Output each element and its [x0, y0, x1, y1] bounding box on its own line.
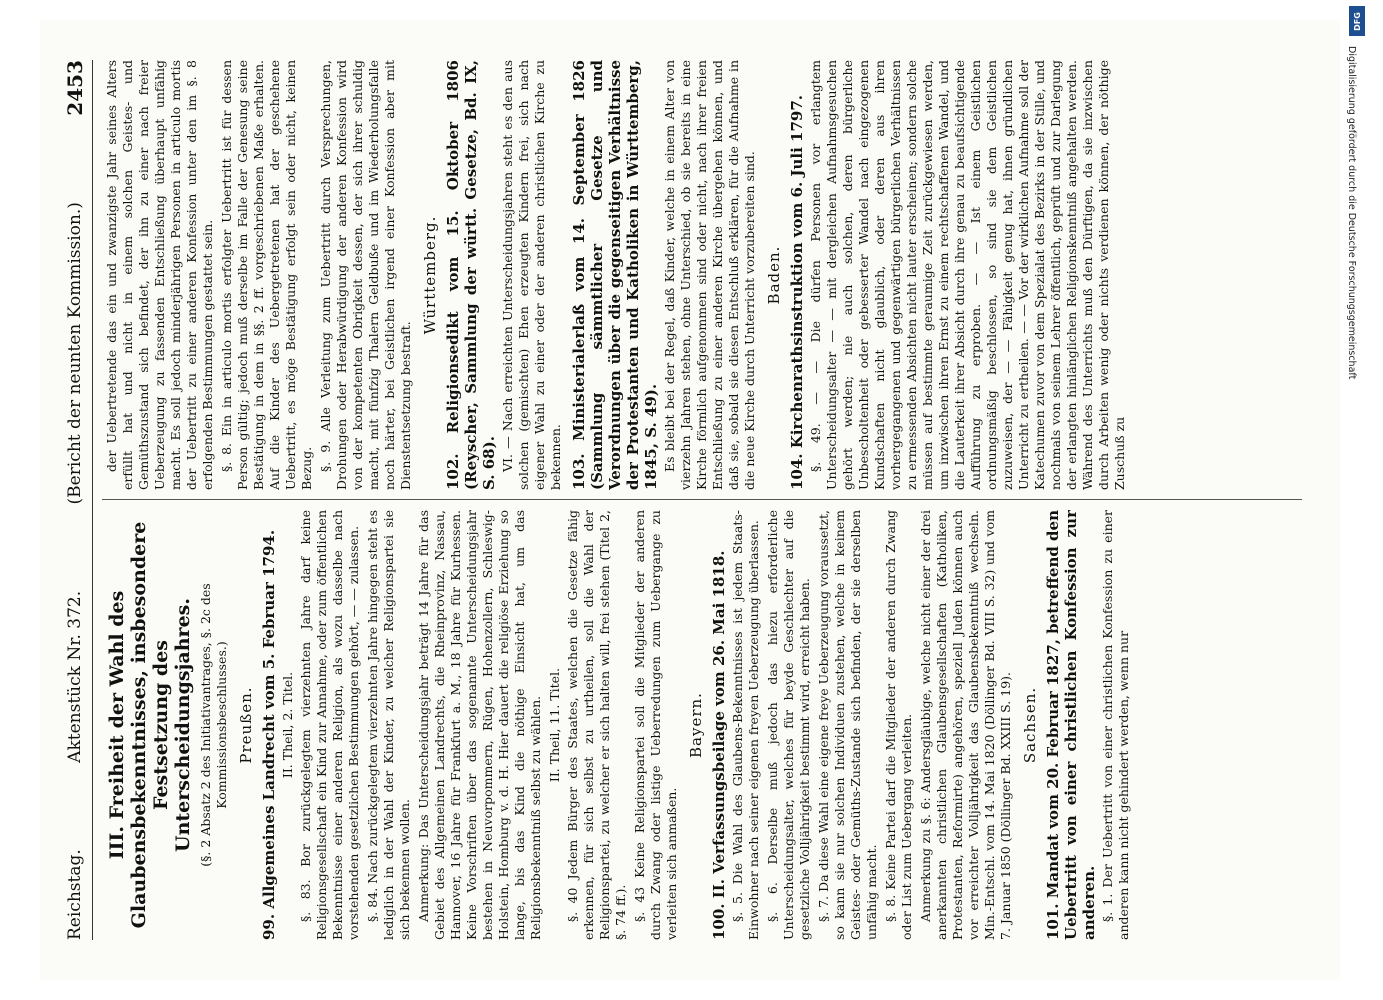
- item-100-heading: 100. II. Verfassungsbeilage vom 26. Mai 1818.: [710, 550, 728, 940]
- header-left: Reichstag.: [65, 849, 85, 940]
- state-heading-wuerttemberg: Württemberg.: [421, 215, 439, 335]
- paragraph-8: §. 8. Keine Partei darf die Mitglieder der anderen durch Zwang oder List zum Uebergang verleiten.: [883, 510, 914, 940]
- paragraph-r6: VI. — Nach erreichten Unterscheidungsjahren steht es den aus solchen (gemischten) Ehen erzeugten Kindern frei, sich nach eigener Wahl zu einer oder der anderen christlichen Kirche zu bekennen.: [500, 60, 563, 490]
- paragraph-1: §. 1. Der Uebertritt von einer christlichen Konfession zu einer anderen kann nicht gehindert werden, wenn nur: [1100, 510, 1131, 940]
- paragraph-r9: §. 9. Alle Verleitung zum Uebertritt durch Versprechungen, Drohungen oder Herabwürdigung der anderen Konfession wird von der kompetenten Obrigkeit dessen, der sich ihrer schuldig macht, mit fünfzig Thalern Geldbuße und im Wiederholungsfalle noch härter, bei Geistlichen irgend einer Konfession aber mit Dienstentsetzung bestraft.: [318, 60, 413, 490]
- dfg-logo: DFG: [1349, 6, 1365, 36]
- page-number: 2453: [63, 60, 87, 116]
- paragraph-6: §. 6. Derselbe muß jedoch das hiezu erforderliche Unterscheidungsalter, welches für beyde Geschlechter auf die gesetzliche Volljährigkeit bestimmt wird, erreicht haben.: [765, 510, 812, 940]
- paragraph-r49: §. 49. — — Die dürfen Personen vor erlangtem Unterscheidungsalter — — mit dergleichen Aufnahmsgesuchen gehört werden; nie auch solchen, deren bürgerliche Unbescholtenheit oder gebesserter Wandel nach eingezogenen Kundschaften nicht glaublich, oder deren aus ihren vorhergegangenen und gegenwärtigen bürgerlichen Verhältnissen zu ermessenden Absichten nicht lauter erscheinen; sondern solche müssen auf bestimmte geraumige Zeit zurückgewiesen werden, um inzwischen ihren Ernst zu einem rechtschaffenen Wandel, und die Lauterkeit ihrer Absicht durch ihre genau zu beaufsichtigende Aufführung zu erproben. — — Ist einem Geistlichen ordnungsmäßig beschlossen, so sind sie dem Geistlichen zuzuweisen, der — — Fähigkeit genug hat, ihnen gründlichen Unterricht zu ertheilen. — — Vor der wirklichen Aufnahme soll der Katechumen zuvor von dem Spezialat des Bezirks in der Stille, und nochmals von seinem Lehrer öffentlich, geprüft und zur Darlegung der erlangten hinlänglichen Religionskenntniß angehalten werden. Während des Unterrichts muß den Dürftigen, da sie inzwischen durch Arbeiten wenig oder nichts verdienen können, der nöthige Zuschuß zu: [808, 60, 1127, 490]
- item-101-heading: 101. Mandat vom 20. Februar 1827, betreffend den Uebertritt von einer christlichen Konfession zur anderen.: [1044, 510, 1098, 940]
- paragraph-r8: §. 8. Ein in articulo mortis erfolgter Uebertritt ist für dessen Person gültig; jedoch muß derselbe im Falle der Genesung seine Bestätigung in dem in §§. 2 ff. vorgeschriebenen Maße erhalten. Auf die Kinder des Uebergetretenen hat der geschehene Uebertritt, es möge Bestätigung erfolgt sein oder nicht, keinen Bezug.: [219, 60, 314, 490]
- digitization-sidebar: [1347, 0, 1377, 960]
- rotated-page-content: [40, 20, 1330, 980]
- header-rule: [92, 60, 93, 940]
- continuation-paragraph: der Uebertretende das ein und zwanzigste Jahr seines Alters erfüllt hat und nicht in einem solchen Geistes- und Gemüthszustand sich befindet, der ihn zu einer nach freier Ueberzeugung zu fassenden Entschließung überhaupt unfähig macht. Es soll jedoch minderjährigen Personen in articulo mortis der Uebertritt zu einer anderen Konfession unter den im §. 8 erfolgenden Bestimmungen gestattet sein.: [104, 60, 215, 490]
- right-column: [104, 60, 1304, 490]
- state-heading-preussen: Preußen.: [237, 686, 255, 764]
- section-subtitle: (§. 2 Absatz 2 des Initiativantrages, §. 2c des Kommissionsbeschlusses.): [198, 583, 229, 867]
- paragraph-r103: Es bleibt bei der Regel, daß Kinder, welche in einem Alter von vierzehn Jahren stehen, ohne Unterschied, ob sie bereits in eine Kirche förmlich aufgenommen sind oder nicht, nach ihrer freien Entschließung zu einer anderen Kirche übergehen können, und daß sie, sobald sie diesen Entschluß erklären, für die Aufnahme in die neue Kirche durch Unterricht vorzubereiten sind.: [662, 60, 757, 490]
- item-102-heading: 102. Religionsedikt vom 15. Oktober 1806 (Reyscher, Sammlung der württ. Gesetze, Bd. IX, S. 68).: [444, 60, 498, 490]
- left-column: [104, 510, 1304, 940]
- item-99-subheading-2: II. Theil, 11. Titel.: [547, 667, 562, 783]
- header-commission: (Bericht der neunten Kommission.): [65, 202, 85, 505]
- paragraph-40: §. 40 Jedem Bürger des Staates, welchen die Gesetze fähig erkennen, für sich selbst zu urtheilen, soll die Wahl der Religionspartei, zu welcher er sich halten will, frei stehen (Titel 2, §. 74 ff.).: [565, 510, 628, 940]
- paragraph-7: §. 7. Da diese Wahl eine eigene freye Ueberzeugung voraussetzt, so kann sie nur solchen Individuen zustehen, welche in keinem Geistes- oder Gemüths-Zustande sich befinden, der sie derselben unfähig macht.: [816, 510, 879, 940]
- section-title: III. Freiheit der Wahl des Glaubensbekenntnisses, insbesondere Festsetzung des Unterscheidungsjahres.: [106, 521, 194, 929]
- paragraph-84: §. 84. Nach zurückgelegtem vierzehnten Jahre hingegen steht es lediglich in der Wahl der Kinder, zu welcher Religionspartei sie sich bekennen wollen.: [365, 510, 412, 940]
- item-99-subheading: II. Theil, 2. Titel.: [280, 671, 295, 779]
- state-heading-bayern: Bayern.: [687, 692, 705, 758]
- page-header: [62, 60, 88, 940]
- digitization-note: Digitalisierung gefördert durch die Deutsche Forschungsgemeinschaft: [1346, 46, 1357, 380]
- paragraph-43: §. 43 Keine Religionspartei soll die Mitglieder der anderen durch Zwang oder listige Ueberredungen zum Uebergange zu verleiten sich anmaßen.: [632, 510, 679, 940]
- paragraph-5: §. 5. Die Wahl des Glaubens-Bekenntnisses ist jedem Staats-Einwohner nach seiner eigenen freyen Ueberzeugung überlassen.: [730, 510, 761, 940]
- item-103-heading: 103. Ministerialerlaß vom 14. September 1826 (Sammlung sämmtlicher Gesetze und Verordnungen über die gegenseitigen Verhältnisse der Protestanten und Katholiken in Württemberg, 1845, S. 49).: [570, 60, 660, 490]
- state-heading-sachsen: Sachsen.: [1021, 686, 1039, 764]
- header-center: Aktenstück Nr. 372.: [65, 590, 85, 763]
- state-heading-baden: Baden.: [765, 245, 783, 305]
- item-104-heading: 104. Kirchenrathsinstruktion vom 6. Juli 1797.: [788, 94, 806, 490]
- paragraph-83: §. 83. Bor zurückgelegtem vierzehnten Jahre darf keine Religionsgesellschaft ein Kind zur Annahme, oder zum öffentlichen Bekenntnisse einer anderen Religion, als wozu dasselbe nach vorstehenden gesetzlichen Bestimmungen gehört, — — zulassen.: [298, 510, 361, 940]
- note-1: Anmerkung: Das Unterscheidungsjahr beträgt 14 Jahre für das Gebiet des Allgemeinen Landrechts, die Rheinprovinz, Nassau, Hannover, 16 Jahre für Frankfurt a. M., 18 Jahre für Kurhessen. Keine Vorschriften über das sogenannte Unterscheidungsjahr bestehen in Neuvorpommern, Rügen, Hohenzollern, Schleswig-Holstein, Homburg v. d. H. Hier dauert die religiöse Erziehung so lange, bis das Kind die nöthige Einsicht hat, um das Religionsbekenntniß selbst zu wählen.: [416, 510, 543, 940]
- column-divider: [102, 499, 1302, 500]
- scanned-page: [40, 20, 1340, 980]
- item-99-heading: 99. Allgemeines Landrecht vom 5. Februar 1794.: [260, 529, 278, 940]
- note-2: Anmerkung zu §. 6: Andersgläubige, welche nicht einer der drei anerkannten christlichen Glaubensgesellschaften (Katholiken, Protestanten, Reformirte) angehören, speziell Juden können auch vor erreichter Volljährigkeit das Glaubensbekenntniß wechseln. Min.-Entschl. vom 14. Mai 1820 (Döllinger Bd. VIII S. 32) und vom 7. Januar 1850 (Döllinger Bd. XXIII S. 19).: [918, 510, 1013, 940]
